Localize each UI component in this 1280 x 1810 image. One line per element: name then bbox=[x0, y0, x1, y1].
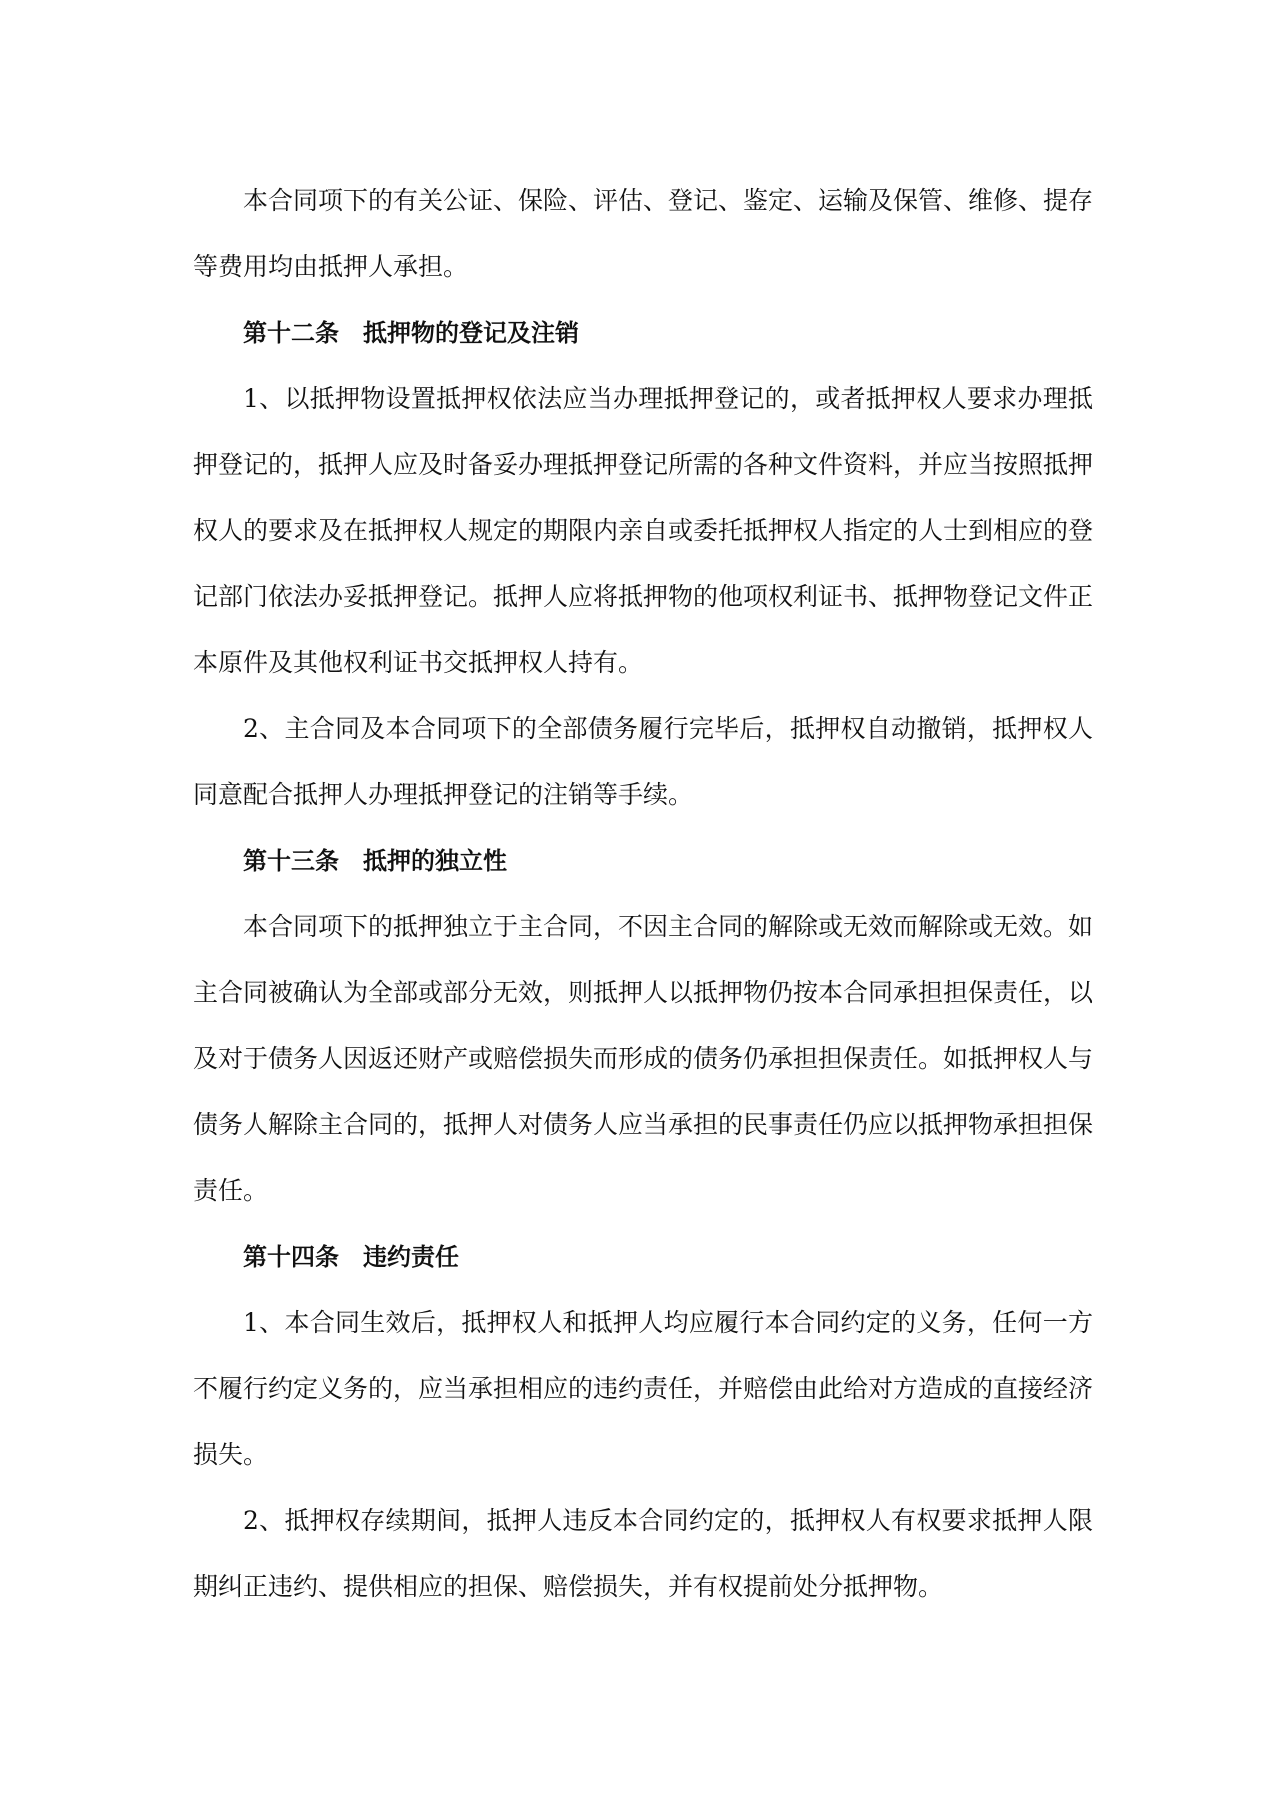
article-14-heading: 第十四条 违约责任 bbox=[243, 1243, 459, 1271]
fees-paragraph: 本合同项下的有关公证、保险、评估、登记、鉴定、运输及保管、维修、提存等费用均由抵押人承担。 bbox=[193, 186, 1094, 281]
article-13-paragraph: 本合同项下的抵押独立于主合同，不因主合同的解除或无效而解除或无效。如主合同被确认为全部或部分无效，则抵押人以抵押物仍按本合同承担担保责任，以及对于债务人因返还财产或赔偿损失而形成的债务仍承担担保责任。如抵押权人与债务人解除主合同的，抵押人对债务人应当承担的民事责任仍应以抵押物承担担保责任。 bbox=[193, 912, 1094, 1205]
article-12-heading: 第十二条 抵押物的登记及注销 bbox=[243, 319, 579, 347]
document-body bbox=[193, 168, 1093, 1620]
article-12-clause-2: 2、主合同及本合同项下的全部债务履行完毕后，抵押权自动撤销，抵押权人同意配合抵押人办理抵押登记的注销等手续。 bbox=[193, 714, 1093, 809]
article-12-clause-1: 1、以抵押物设置抵押权依法应当办理抵押登记的，或者抵押权人要求办理抵押登记的，抵押人应及时备妥办理抵押登记所需的各种文件资料，并应当按照抵押权人的要求及在抵押权人规定的期限内亲自或委托抵押权人指定的人士到相应的登记部门依法办妥抵押登记。抵押人应将抵押物的他项权利证书、抵押物登记文件正本原件及其他权利证书交抵押权人持有。 bbox=[193, 384, 1094, 677]
article-14-clause-2: 2、抵押权存续期间，抵押人违反本合同约定的，抵押权人有权要求抵押人限期纠正违约、提供相应的担保、赔偿损失，并有权提前处分抵押物。 bbox=[193, 1506, 1093, 1601]
article-13-heading: 第十三条 抵押的独立性 bbox=[243, 847, 507, 875]
article-14-clause-1: 1、本合同生效后，抵押权人和抵押人均应履行本合同约定的义务，任何一方不履行约定义务的，应当承担相应的违约责任，并赔偿由此给对方造成的直接经济损失。 bbox=[193, 1308, 1094, 1469]
